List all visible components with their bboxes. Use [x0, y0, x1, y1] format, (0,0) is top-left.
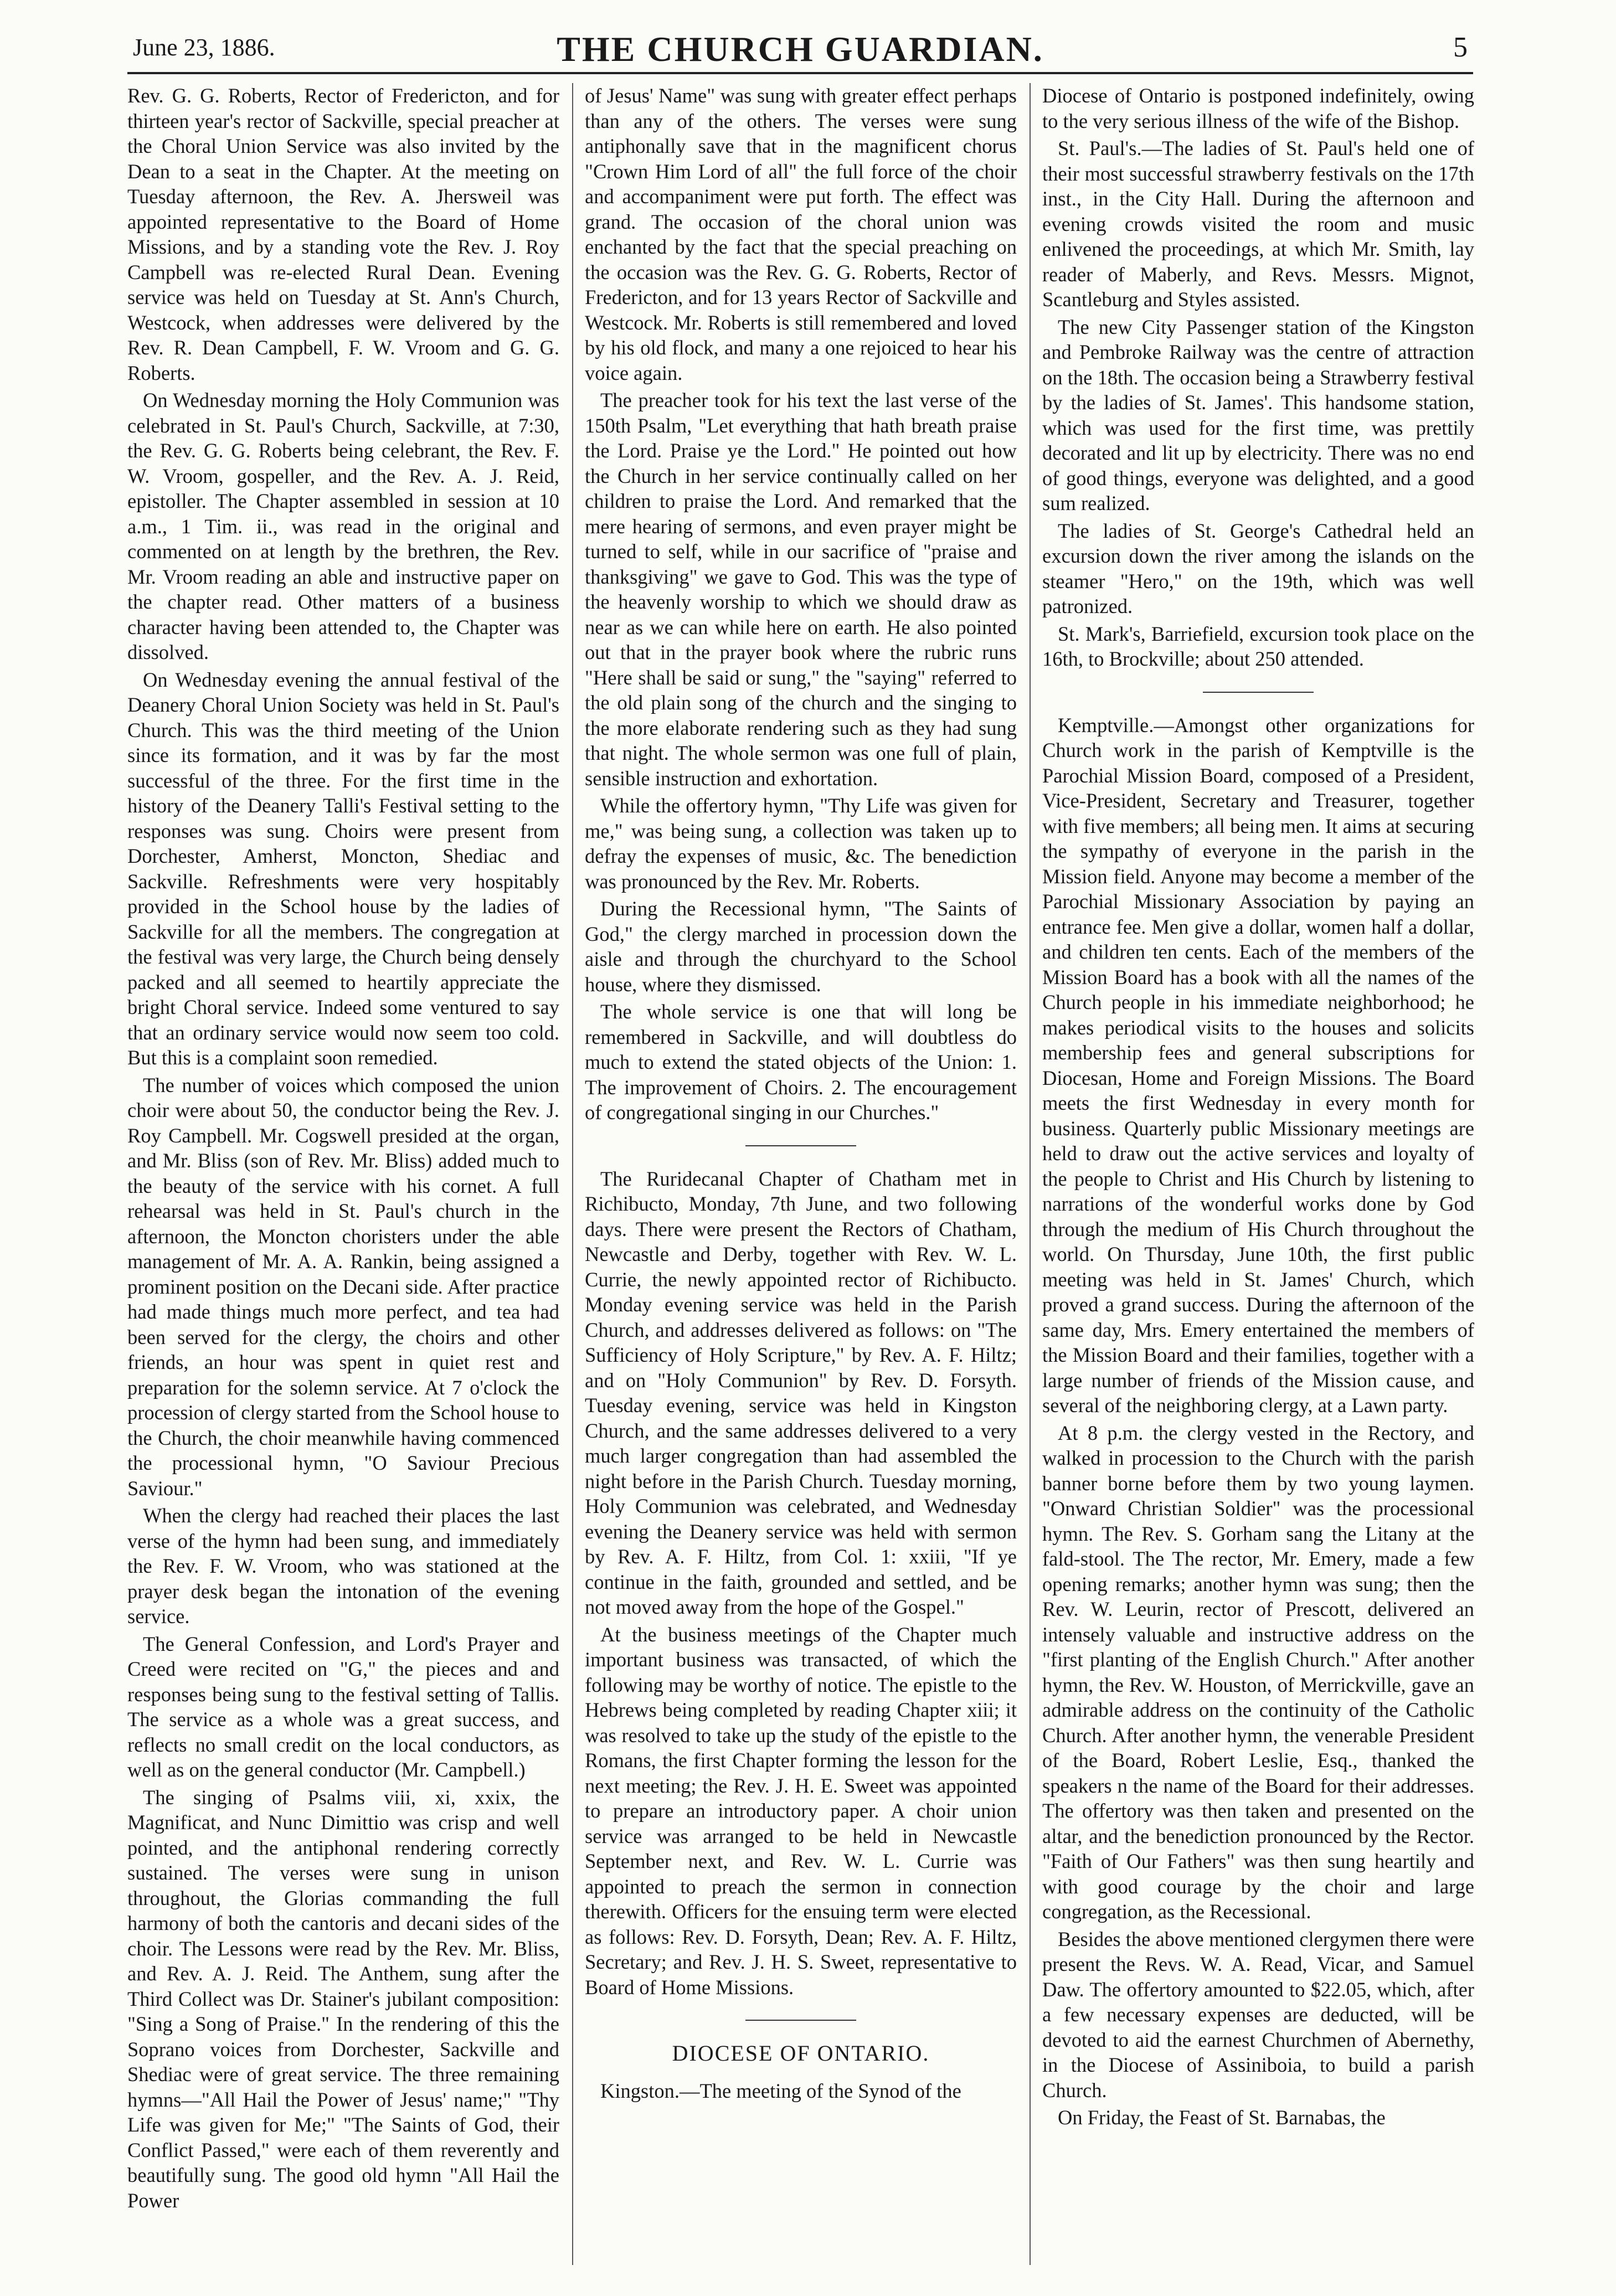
- paragraph: The new City Passenger station of the Kingston and Pembroke Railway was the centre of attraction on the 18th. The occasion being a Strawberry festival by the ladies of St. James'. This handsome station, which was used for the first time, was prettily decorated and lit up by electricity. There was no end of good things, everyone was delighted, and a good sum realized.: [1042, 315, 1474, 514]
- paragraph: The ladies of St. George's Cathedral held an excursion down the river among the islands on the steamer "Hero," on the 19th, which was well patronized.: [1042, 519, 1474, 617]
- paragraph: Diocese of Ontario is postponed indefinitely, owing to the very serious illness of the wife of the Bishop.: [1042, 84, 1474, 132]
- paragraph: At 8 p.m. the clergy vested in the Rectory, and walked in procession to the Church with the parish banner borne before them by two young laymen. "Onward Christian Soldier" was the processional hymn. The Rev. S. Gorham sang the Litany at the fald-stool. The The rector, Mr. Emery, made a few opening remarks; another hymn was sung; then the Rev. W. Leurin, rector of Prescott, delivered an intensely valuable and instructive address on the "first planting of the English Church." After another hymn, the Rev. W. Houston, of Merrickville, gave an admirable address on the continuity of the Catholic Church. After another hymn, the venerable President of the Board, Robert Leslie, Esq., thanked the speakers n the name of the Board for their addresses. The offertory was then taken and presented on the altar, and the benediction pronounced by the Rector. "Faith of Our Fathers" was then sung heartily and with good courage by the choir and large congregation, as the Recessional.: [1042, 1421, 1474, 1923]
- column-3: [1042, 83, 1474, 2265]
- paragraph: At the business meetings of the Chapter much important business was transacted, of which the following may be worthy of notice. The epistle to the Hebrews being completed by reading Chapter xiii; it was resolved to take up the study of the epistle to the Romans, the first Chapter forming the lesson for the next meeting; the Rev. J. H. E. Sweet was appointed to prepare an introductory paper. A choir union service was arranged to be held in Newcastle September next, and Rev. W. L. Currie was appointed to preach the sermon in connection therewith. Officers for the ensuing term were elected as follows: Rev. D. Forsyth, Dean; Rev. A. F. Hiltz, Secretary; and Rev. J. H. S. Sweet, representative to Board of Home Missions.: [585, 1623, 1017, 1999]
- paragraph: On Wednesday morning the Holy Communion was celebrated in St. Paul's Church, Sackville, at 7:30, the Rev. G. G. Roberts being celebrant, the Rev. F. W. Vroom, gospeller, and the Rev. A. J. Reid, epistoller. The Chapter assembled in session at 10 a.m., 1 Tim. ii., was read in the original and commented on at length by the brethren, the Rev. Mr. Vroom reading an able and instructive paper on the chapter read. Other matters of a business character having been attended to, the Chapter was dissolved.: [127, 389, 559, 663]
- paragraph: The whole service is one that will long be remembered in Sackville, and will doubtless do much to extend the stated objects of the Union: 1. The improvement of Choirs. 2. The encouragement of congregational singing in our Churches.": [585, 1000, 1017, 1124]
- paragraph: Besides the above mentioned clergymen there were present the Revs. W. A. Read, Vicar, and Samuel Daw. The offertory amounted to $22.05, which, after a few necessary expenses are deducted, will be devoted to aid the earnest Churchmen of Abernethy, in the Diocese of Assiniboia, to build a parish Church.: [1042, 1927, 1474, 2102]
- newspaper-title: THE CHURCH GUARDIAN.: [557, 29, 1044, 69]
- page-number: 5: [1453, 32, 1468, 63]
- paragraph: During the Recessional hymn, "The Saints of God," the clergy marched in procession down the aisle and through the churchyard to the School house, where they dismissed.: [585, 897, 1017, 996]
- paragraph: On Wednesday evening the annual festival of the Deanery Choral Union Society was held in St. Paul's Church. This was the third meeting of the Union since its formation, and it was by far the most successful of the three. For the first time in the history of the Deanery Talli's Festival setting to the responses was sung. Choirs were present from Dorchester, Amherst, Moncton, Shediac and Sackville. Refreshments were very hospitably provided in the School house by the ladies of Sackville for all the members. The congregation at the festival was very large, the Church being densely packed and all seemed to heartily appreciate the bright Choral service. Indeed some ventured to say that an ordinary service would now seem too cold. But this is a complaint soon remedied.: [127, 668, 559, 1069]
- paragraph: When the clergy had reached their places the last verse of the hymn had been sung, and immediately the Rev. F. W. Vroom, who was stationed at the prayer desk began the intonation of the evening service.: [127, 1504, 559, 1628]
- paragraph: Rev. G. G. Roberts, Rector of Fredericton, and for thirteen year's rector of Sackville, special preacher at the Choral Union Service was also invited by the Dean to a seat in the Chapter. At the meeting on Tuesday afternoon, the Rev. A. Jhersweil was appointed representative to the Board of Home Missions, and by a standing vote the Rev. J. Roy Campbell was re-elected Rural Dean. Evening service was held on Tuesday at St. Ann's Church, Westcock, when addresses were delivered by the Rev. R. Dean Campbell, F. W. Vroom and G. G. Roberts.: [127, 84, 559, 384]
- column-rule: [572, 83, 573, 2265]
- section-heading: DIOCESE OF ONTARIO.: [672, 2041, 930, 2066]
- issue-date: June 23, 1886.: [133, 34, 275, 61]
- paragraph: of Jesus' Name" was sung with greater effect perhaps than any of the others. The verses were sung antiphonally save that in the magnificent chorus "Crown Him Lord of all" the full force of the choir and accompaniment were put forth. The effect was grand. The occasion of the choral union was enchanted by the fact that the special preaching on the occasion was the Rev. G. G. Roberts, Rector of Fredericton, and for 13 years Rector of Sackville and Westcock. Mr. Roberts is still remembered and loved by his old flock, and many a one rejoiced to hear his voice again.: [585, 84, 1017, 384]
- paragraph: While the offertory hymn, "Thy Life was given for me," was being sung, a collection was taken up to defray the expenses of music, &c. The benediction was pronounced by the Rev. Mr. Roberts.: [585, 794, 1017, 893]
- paragraph: St. Paul's.—The ladies of St. Paul's held one of their most successful strawberry festivals on the 17th inst., in the City Hall. During the afternoon and evening crowds visited the room and music enlivened the proceedings, at which Mr. Smith, lay reader of Maberly, and Revs. Messrs. Mignot, Scantleburg and Styles assisted.: [1042, 137, 1474, 311]
- paragraph: On Friday, the Feast of St. Barnabas, the: [1058, 2106, 1386, 2129]
- article-columns: [127, 83, 1479, 2265]
- column-2: [585, 83, 1017, 2265]
- paragraph: The number of voices which composed the union choir were about 50, the conductor being the Rev. J. Roy Campbell. Mr. Cogswell presided at the organ, and Mr. Bliss (son of Rev. Mr. Bliss) added much to the beauty of the service with his cornet. A full rehearsal was held in St. Paul's church in the afternoon, the Moncton choristers under the able management of Mr. A. A. Rankin, being assigned a prominent position on the Decani side. After practice had made things much more perfect, and tea had been served for the clergy, the choirs and other friends, an hour was spent in quiet rest and preparation for the solemn service. At 7 o'clock the procession of clergy started from the School house to the Church, the choir meanwhile having commenced the processional hymn, "O Saviour Precious Saviour.": [127, 1073, 559, 1500]
- paragraph: Kingston.—The meeting of the Synod of the: [600, 2079, 961, 2102]
- paragraph: The Ruridecanal Chapter of Chatham met in Richibucto, Monday, 7th June, and two following days. There were present the Rectors of Chatham, Newcastle and Derby, together with Rev. W. L. Currie, the newly appointed rector of Richibucto. Monday evening service was held in the Parish Church, and addresses delivered as follows: on "The Sufficiency of Holy Scripture," by Rev. A. F. Hiltz; and on "Holy Communion" by Rev. D. Forsyth. Tuesday evening, service was held in Kingston Church, and the same addresses delivered to a very much larger congregation than had assembled the night before in the Parish Church. Tuesday morning, Holy Communion was celebrated, and Wednesday evening the Deanery service was held with sermon by Rev. A. F. Hiltz, from Col. 1: xxiii, "If ye continue in the faith, grounded and settled, and be not moved away from the hope of the Gospel.": [585, 1167, 1017, 1618]
- masthead: [127, 22, 1473, 74]
- paragraph: The singing of Psalms viii, xi, xxix, the Magnificat, and Nunc Dimittio was crisp and well pointed, and the antiphonal rendering correctly sustained. The verses were sung in unison throughout, the Glorias commanding the full harmony of both the cantoris and decani sides of the choir. The Lessons were read by the Rev. Mr. Bliss, and Rev. A. J. Reid. The Anthem, sung after the Third Collect was Dr. Stainer's jubilant composition: "Sing a Song of Praise." In the rendering of this the Soprano voices from Dorchester, Sackville and Shediac were of great service. The three remaining hymns—"All Hail the Power of Jesus' name;" "Thy Life was given for Me;" "The Saints of God, their Conflict Passed," were each of them reverently and beautifully sung. The good old hymn "All Hail the Power: [127, 1785, 559, 2212]
- section-divider: [745, 1145, 856, 1146]
- paragraph: The preacher took for his text the last verse of the 150th Psalm, "Let everything that hath breath praise the Lord. Praise ye the Lord." He pointed out how the Church in her service continually called on her children to praise the Lord. And remarked that the mere hearing of sermons, and even prayer might be turned to self, while in our sacrifice of "praise and thanksgiving" we gave to God. This was the type of the heavenly worship to which we should draw as near as we can while here on earth. He also pointed out that in the prayer book where the rubric runs "Here shall be said or sung," the "saying" referred to the old plain song of the church and the singing to the more elaborate rendering such as they had sung that night. The whole sermon was one full of plain, sensible instruction and exhortation.: [585, 389, 1017, 790]
- column-1: [127, 83, 559, 2265]
- paragraph: Kemptville.—Amongst other organizations for Church work in the parish of Kemptville is the Parochial Mission Board, composed of a President, Vice-President, Secretary and Treasurer, together with five members; all being men. It aims at securing the sympathy of everyone in the parish in the Mission field. Anyone may become a member of the Parochial Missionary Association by paying an entrance fee. Men give a dollar, women half a dollar, and children ten cents. Each of the members of the Mission Board has a book with all the names of the Church people in his immediate neighborhood; he makes periodical visits to the houses and solicits membership fees and general subscriptions for Diocesan, Home and Foreign Missions. The Board meets the first Wednesday in every month for business. Quarterly public Missionary meetings are held to draw out the active services and loyalty of the people to Christ and His Church by listening to narrations of the wonderful works done by God through the medium of His Church throughout the world. On Thursday, June 10th, the first public meeting was held in St. James' Church, which proved a grand success. During the afternoon of the same day, Mrs. Emery entertained the members of the Mission Board and their families, together with a large number of friends of the Mission cause, and several of the neighboring clergy, at a Lawn party.: [1042, 713, 1474, 1417]
- paragraph: The General Confession, and Lord's Prayer and Creed were recited on "G," the pieces and and responses being sung to the festival setting of Tallis. The service as a whole was a great success, and reflects no small credit on the local conductors, as well as on the general conductor (Mr. Campbell.): [127, 1632, 559, 1781]
- section-divider: [745, 2020, 856, 2021]
- column-rule: [1030, 83, 1031, 2265]
- paragraph: St. Mark's, Barriefield, excursion took place on the 16th, to Brockville; about 250 attended.: [1042, 622, 1474, 670]
- section-divider: [1203, 692, 1314, 693]
